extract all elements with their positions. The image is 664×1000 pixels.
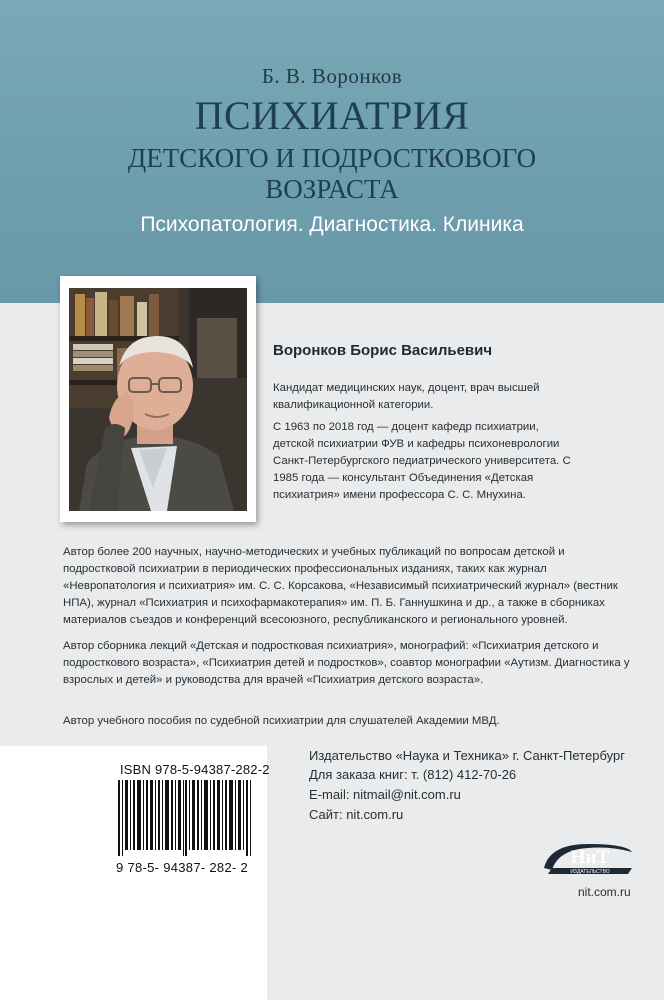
- cover-title-main: ПСИХИАТРИЯ: [194, 93, 470, 138]
- publisher-phone: Для заказа книг: т. (812) 412-70-26: [309, 767, 517, 782]
- cover-title-line3: ВОЗРАСТА: [265, 174, 399, 204]
- logo-subtext: ИЗДАТЕЛЬСТВО: [570, 869, 610, 875]
- body-paragraph-1: Автор более 200 научных, научно-методических и учебных публикаций по вопросам детской и подростковой психиатрии в периодических профессиональных изданиях, таких как журнал «Невропатология и психиатрия» им. С. С. Корсакова, «Независимый психиатрический журнал» (вестник НПА), журнал «Психиатрия и психофармакотерапия» им. П. Б. Ганнушкина и др., а также в сборниках материалов съездов и конференций всесоюзного, республиканского и регионального уровней.: [63, 546, 618, 626]
- barcode-icon: [118, 780, 254, 856]
- cover-title-line2: ДЕТСКОГО И ПОДРОСТКОВОГО: [127, 143, 537, 173]
- isbn-label: ISBN 978-5-94387-282-2: [120, 762, 270, 777]
- cover-subtitle: Психопатология. Диагностика. Клиника: [140, 213, 524, 236]
- bio-name: Воронков Борис Васильевич: [273, 342, 493, 359]
- site-footer-link[interactable]: nit.com.ru: [578, 885, 631, 899]
- author-photo: [69, 288, 247, 511]
- logo-text: НиТ: [570, 847, 610, 868]
- bio-paragraph-1: Кандидат медицинских наук, доцент, врач высшей квалификационной категории.: [273, 382, 540, 411]
- publisher-email[interactable]: E-mail: nitmail@nit.com.ru: [309, 787, 461, 802]
- body-paragraph-2: Автор сборника лекций «Детская и подростковая психиатрия», монографий: «Психиатрия детского и подросткового возраста», «Психиатрия детей и подростков», соавтор монографии «Аутизм. Диагностика у взрослых и детей» и руководства для врачей «Психиатрия детского возраста».: [63, 640, 630, 686]
- publisher-logo-icon: [540, 838, 636, 878]
- body-paragraph-3: Автор учебного пособия по судебной психиатрии для слушателей Академии МВД.: [63, 715, 500, 727]
- barcode-digits: 9 78-5- 94387- 282- 2: [116, 860, 249, 875]
- publisher-site[interactable]: Сайт: nit.com.ru: [309, 807, 404, 822]
- cover-author: Б. В. Воронков: [261, 64, 403, 88]
- author-photo-frame: [60, 276, 256, 522]
- bio-paragraph-2: С 1963 по 2018 год — доцент кафедр психиатрии, детской психиатрии ФУВ и кафедры психоневрологии Санкт-Петербургского педиатрического университета. С 1985 года — консультант Объединения «Детская психиатрия» имени профессора С. С. Мнухина.: [273, 421, 571, 501]
- publisher-name: Издательство «Наука и Техника» г. Санкт-Петербург: [309, 748, 625, 763]
